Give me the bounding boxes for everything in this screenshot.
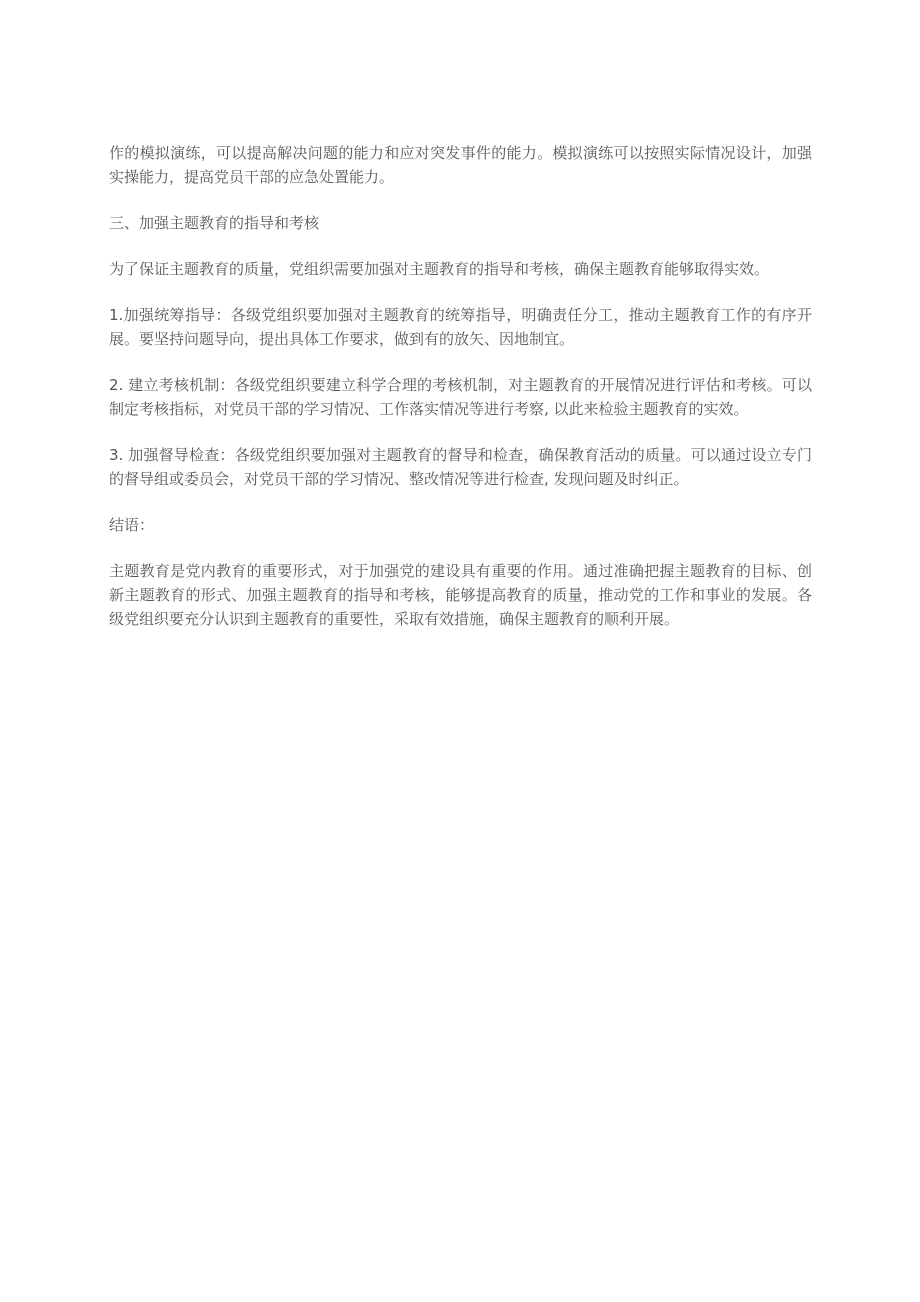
paragraph-drill-continuation: 作的模拟演练，可以提高解决问题的能力和应对突发事件的能力。模拟演练可以按照实际情况设计，加强实操能力，提高党员干部的应急处置能力。	[109, 144, 812, 186]
list-item-assessment-mechanism: 2. 建立考核机制：各级党组织要建立科学合理的考核机制，对主题教育的开展情况进行评估和考核。可以制定考核指标，对党员干部的学习情况、工作落实情况等进行考察, 以此来检验主题教育的实效。	[109, 376, 812, 418]
document-body	[109, 141, 812, 631]
paragraph-section-intro: 为了保证主题教育的质量，党组织需要加强对主题教育的指导和考核，确保主题教育能够取得实效。	[109, 260, 770, 278]
conclusion-heading: 结语：	[109, 516, 155, 534]
paragraph-conclusion: 主题教育是党内教育的重要形式，对于加强党的建设具有重要的作用。通过准确把握主题教育的目标、创新主题教育的形式、加强主题教育的指导和考核，能够提高教育的质量，推动党的工作和事业的发展。各级党组织要充分认识到主题教育的重要性，采取有效措施，确保主题教育的顺利开展。	[109, 562, 812, 628]
list-item-coordination-guidance: 1.加强统筹指导：各级党组织要加强对主题教育的统筹指导，明确责任分工，推动主题教育工作的有序开展。要坚持问题导向，提出具体工作要求，做到有的放矢、因地制宜。	[109, 306, 812, 348]
list-item-supervision-inspection: 3. 加强督导检查：各级党组织要加强对主题教育的督导和检查，确保教育活动的质量。可以通过设立专门的督导组或委员会，对党员干部的学习情况、整改情况等进行检查, 发现问题及时纠正。	[109, 446, 812, 488]
section-heading-guidance-assessment: 三、加强主题教育的指导和考核	[109, 214, 320, 232]
